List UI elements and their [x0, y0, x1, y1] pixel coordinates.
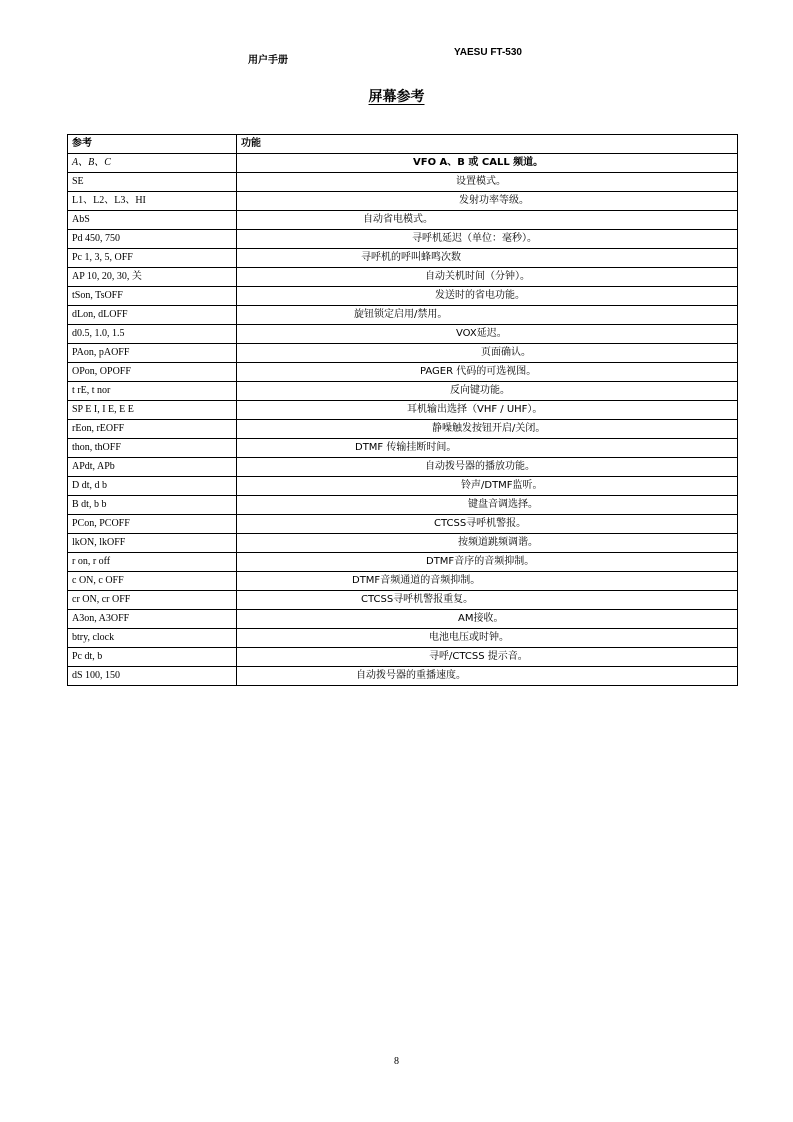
reference-cell: Pc 1, 3, 5, OFF — [68, 249, 237, 268]
function-text: 反向键功能。 — [450, 385, 510, 396]
reference-cell: D dt, d b — [68, 477, 237, 496]
table-row — [68, 458, 738, 477]
header-model-label: YAESU FT-530 — [454, 47, 522, 58]
function-cell — [237, 287, 738, 306]
function-cell — [237, 401, 738, 420]
function-cell — [237, 667, 738, 686]
reference-cell: btry, clock — [68, 629, 237, 648]
function-text: 铃声/DTMF监听。 — [461, 480, 543, 491]
function-text: VOX延迟。 — [456, 328, 507, 339]
function-cell — [237, 439, 738, 458]
function-text: PAGER 代码的可选视图。 — [420, 366, 537, 377]
table-row — [68, 667, 738, 686]
table-row — [68, 591, 738, 610]
screen-reference-table — [67, 134, 738, 686]
reference-cell: thon, thOFF — [68, 439, 237, 458]
function-text: 发射功率等级。 — [459, 195, 529, 206]
page-number: 8 — [394, 1056, 399, 1067]
reference-cell: AP 10, 20, 30, 关 — [68, 268, 237, 287]
function-cell — [237, 363, 738, 382]
table-row — [68, 439, 738, 458]
table-row — [68, 477, 738, 496]
function-cell — [237, 420, 738, 439]
reference-cell: c ON, c OFF — [68, 572, 237, 591]
function-text: DTMF音序的音频抑制。 — [426, 556, 535, 567]
function-cell — [237, 515, 738, 534]
function-cell — [237, 458, 738, 477]
function-text: 页面确认。 — [481, 347, 531, 358]
table-header-row — [68, 135, 738, 154]
function-cell — [237, 154, 738, 173]
function-text: CTCSS寻呼机警报重复。 — [361, 594, 474, 605]
function-text: 寻呼/CTCSS 提示音。 — [429, 651, 528, 662]
table-row — [68, 344, 738, 363]
table-row — [68, 306, 738, 325]
function-cell — [237, 268, 738, 287]
table-row — [68, 363, 738, 382]
reference-cell: A3on, A3OFF — [68, 610, 237, 629]
reference-cell: L1、L2、L3、HI — [68, 192, 237, 211]
function-text: 自动省电模式。 — [363, 214, 433, 225]
function-text: CTCSS寻呼机警报。 — [434, 518, 527, 529]
function-cell — [237, 325, 738, 344]
table-row — [68, 230, 738, 249]
table-row — [68, 629, 738, 648]
table-row — [68, 154, 738, 173]
function-text: 耳机输出选择（VHF / UHF）。 — [407, 404, 543, 415]
reference-cell: cr ON, cr OFF — [68, 591, 237, 610]
table-row — [68, 534, 738, 553]
function-text: AM接收。 — [458, 613, 504, 624]
reference-cell: r on, r off — [68, 553, 237, 572]
table-row — [68, 515, 738, 534]
function-text: 电池电压或时钟。 — [429, 632, 509, 643]
function-cell — [237, 192, 738, 211]
function-cell — [237, 553, 738, 572]
function-cell — [237, 382, 738, 401]
function-text: VFO A、B 或 CALL 频道。 — [413, 157, 544, 168]
column-header-reference: 参考 — [68, 135, 237, 154]
table-row — [68, 173, 738, 192]
reference-cell: d0.5, 1.0, 1.5 — [68, 325, 237, 344]
function-text: 设置模式。 — [456, 176, 506, 187]
function-cell — [237, 173, 738, 192]
function-text: DTMF音频通道的音频抑制。 — [352, 575, 481, 586]
reference-cell: SP E I, I E, E E — [68, 401, 237, 420]
table-row — [68, 249, 738, 268]
table-row — [68, 420, 738, 439]
reference-cell: AbS — [68, 211, 237, 230]
function-text: 静噪触发按钮开启/关闭。 — [432, 423, 546, 434]
reference-cell: A、B、C — [68, 154, 237, 173]
reference-cell: SE — [68, 173, 237, 192]
reference-cell: Pd 450, 750 — [68, 230, 237, 249]
reference-cell: lkON, lkOFF — [68, 534, 237, 553]
function-cell — [237, 211, 738, 230]
table-row — [68, 553, 738, 572]
reference-cell: APdt, APb — [68, 458, 237, 477]
table-row — [68, 287, 738, 306]
header-manual-label: 用户手册 — [248, 55, 288, 66]
function-cell — [237, 477, 738, 496]
reference-cell: rEon, rEOFF — [68, 420, 237, 439]
function-text: 自动拨号器的播放功能。 — [425, 461, 535, 472]
table-row — [68, 192, 738, 211]
function-text: 发送时的省电功能。 — [435, 290, 525, 301]
function-cell — [237, 496, 738, 515]
reference-cell: dS 100, 150 — [68, 667, 237, 686]
table-row — [68, 325, 738, 344]
function-cell — [237, 629, 738, 648]
table-row — [68, 496, 738, 515]
function-cell — [237, 591, 738, 610]
reference-cell: PCon, PCOFF — [68, 515, 237, 534]
function-text: 键盘音调选择。 — [468, 499, 538, 510]
function-cell — [237, 648, 738, 667]
table-row — [68, 572, 738, 591]
reference-cell: Pc dt, b — [68, 648, 237, 667]
table-row — [68, 648, 738, 667]
table-row — [68, 382, 738, 401]
function-text: 寻呼机的呼叫蜂鸣次数 — [361, 252, 461, 263]
function-cell — [237, 230, 738, 249]
function-cell — [237, 572, 738, 591]
reference-cell: PAon, pAOFF — [68, 344, 237, 363]
function-cell — [237, 249, 738, 268]
table-row — [68, 211, 738, 230]
function-text: 自动关机时间（分钟）。 — [425, 271, 530, 282]
page-title: 屏幕参考 — [368, 89, 425, 105]
table-row — [68, 268, 738, 287]
function-cell — [237, 344, 738, 363]
reference-cell: tSon, TsOFF — [68, 287, 237, 306]
function-text: 寻呼机延迟（单位：毫秒）。 — [412, 233, 537, 244]
reference-cell: t rE, t nor — [68, 382, 237, 401]
reference-cell: dLon, dLOFF — [68, 306, 237, 325]
function-text: 按频道跳频调谐。 — [458, 537, 538, 548]
function-text: DTMF 传输挂断时间。 — [355, 442, 457, 453]
reference-cell: B dt, b b — [68, 496, 237, 515]
function-text: 旋钮锁定启用/禁用。 — [354, 309, 448, 320]
reference-cell: OPon, OPOFF — [68, 363, 237, 382]
function-text: 自动拨号器的重播速度。 — [356, 670, 466, 681]
function-cell — [237, 306, 738, 325]
function-cell — [237, 610, 738, 629]
function-cell — [237, 534, 738, 553]
table-row — [68, 610, 738, 629]
table-row — [68, 401, 738, 420]
column-header-function: 功能 — [237, 135, 738, 154]
